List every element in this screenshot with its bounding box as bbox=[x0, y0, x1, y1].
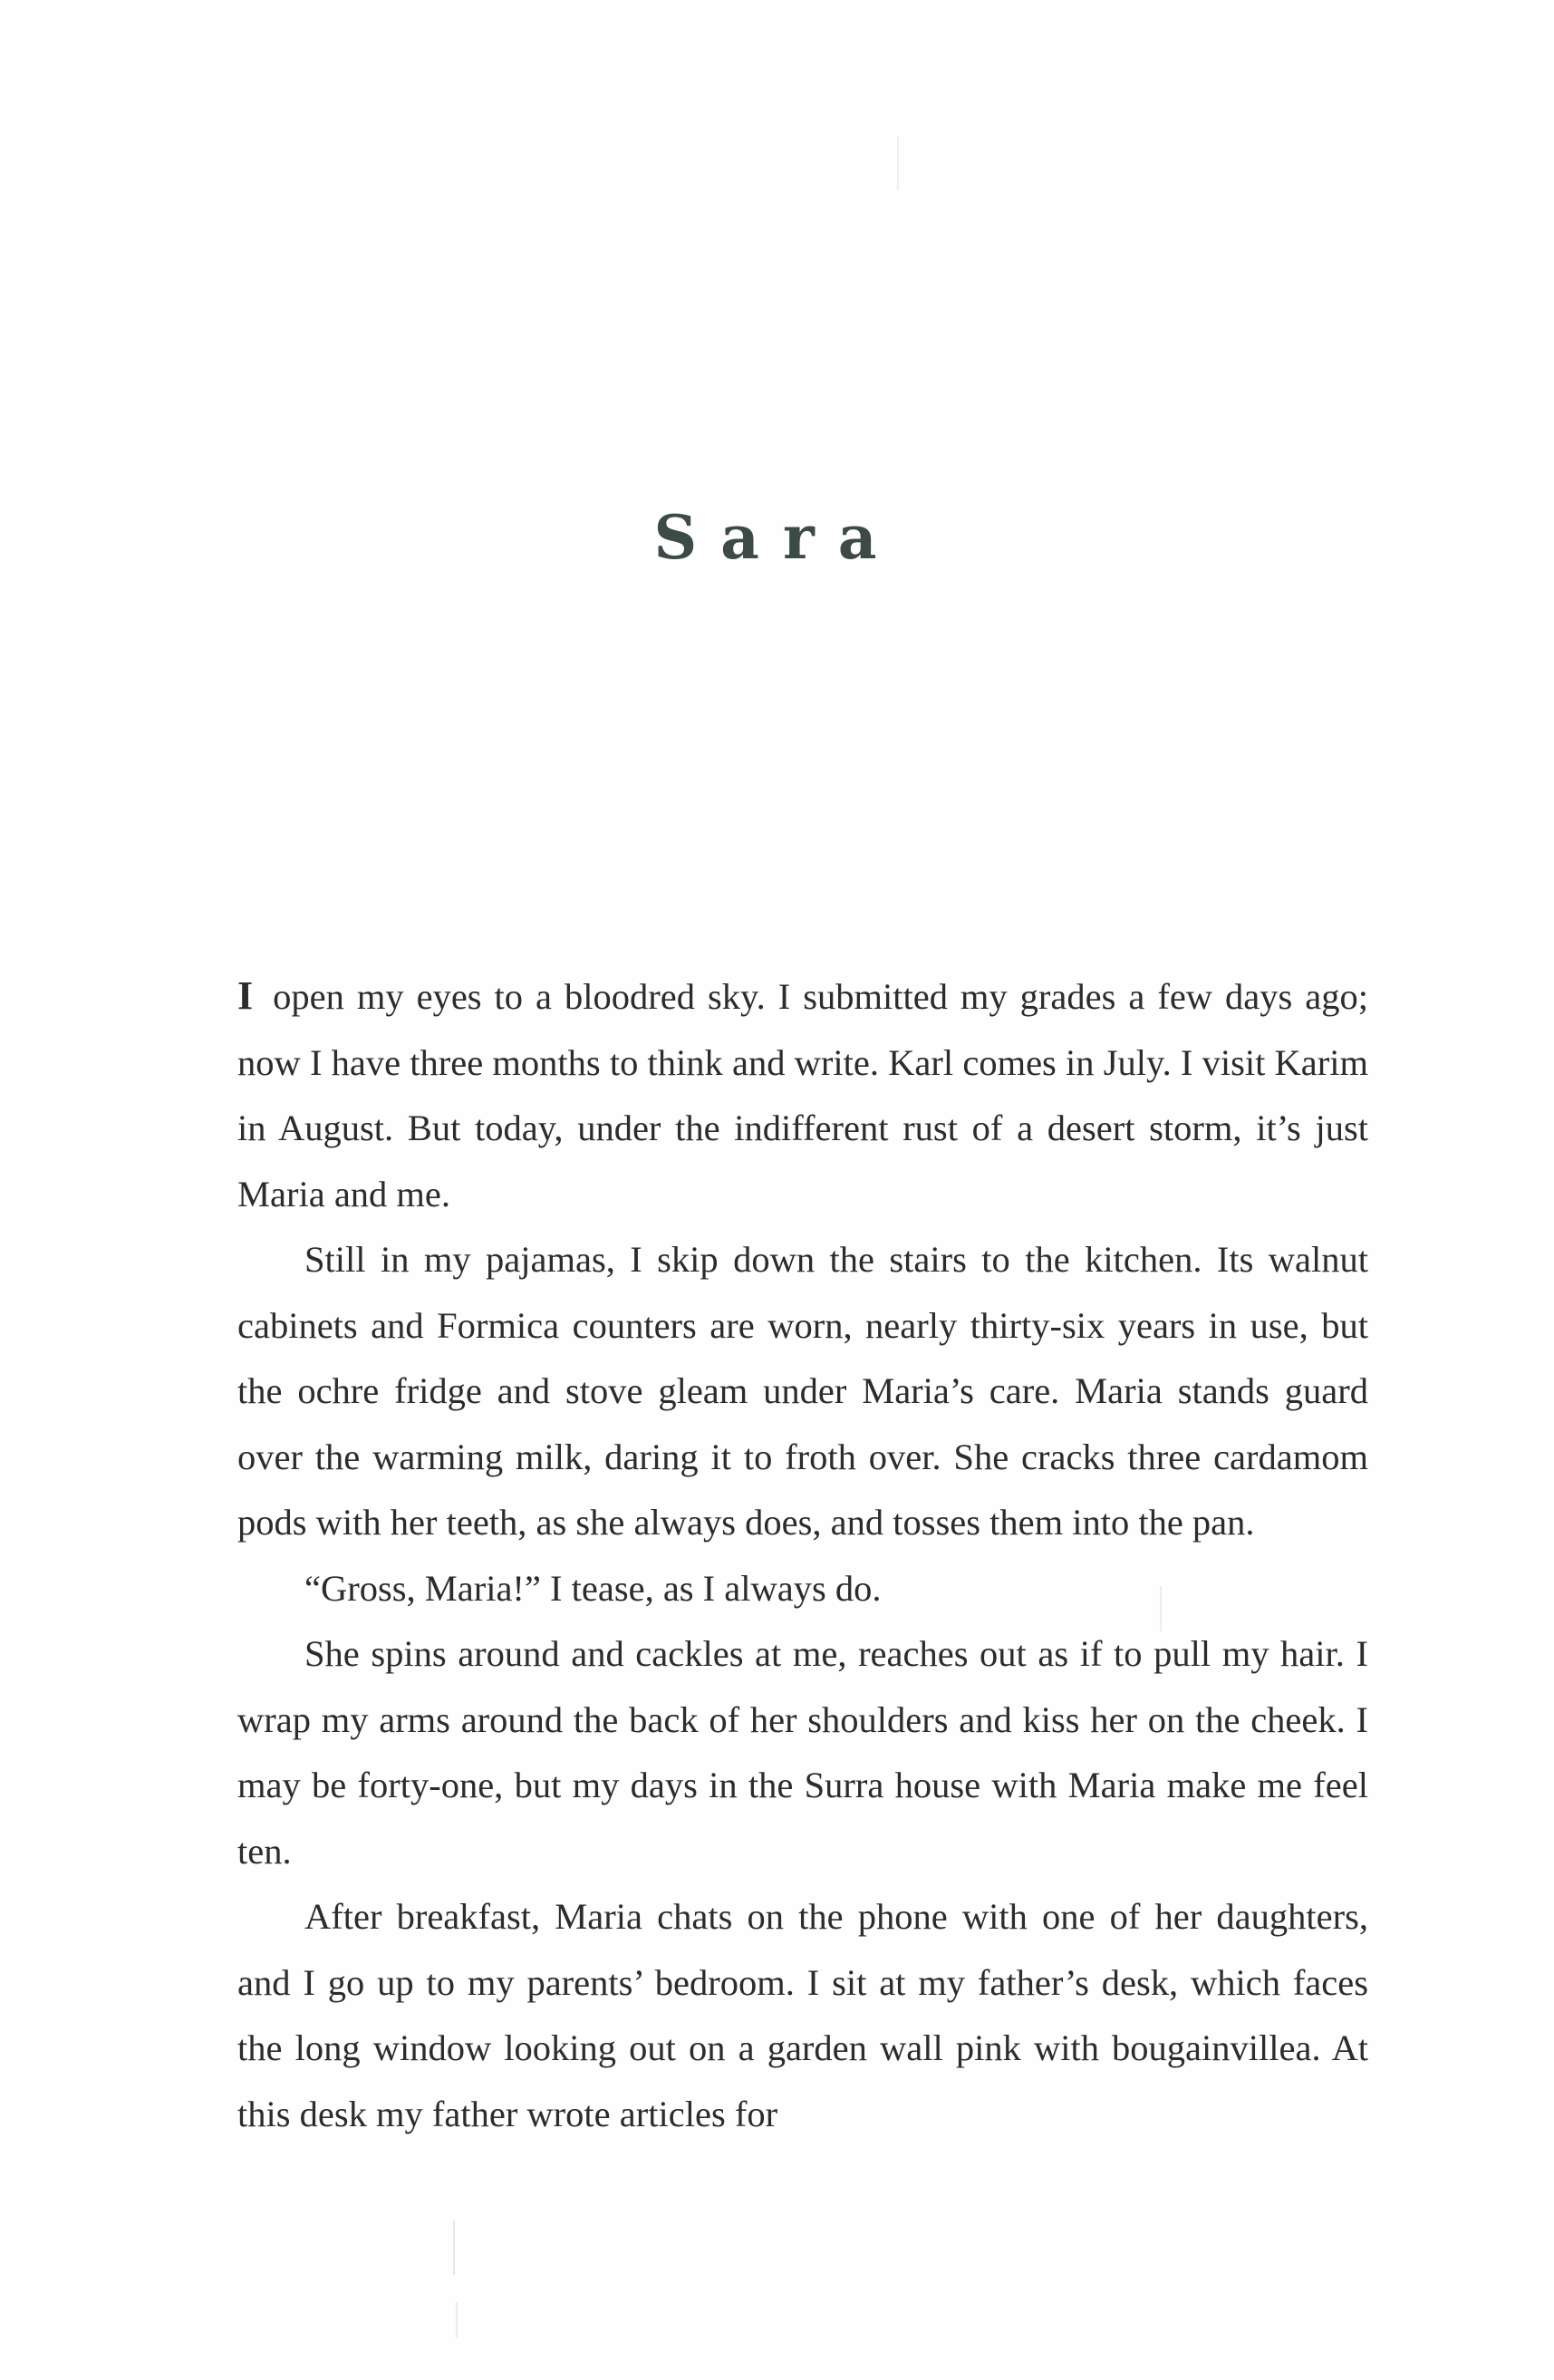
paragraph-1 bbox=[237, 963, 1368, 1227]
paragraph-2: Still in my pajamas, I skip down the stairs to the kitchen. Its walnut cabinets and Formica counters are worn, nearly thirty-six years in use, but the ochre fridge and stove gleam under Maria’s care. Maria stands guard over the warming milk, daring it to froth over. She cracks three cardamom pods with her teeth, as she always does, and tosses them into the pan. bbox=[237, 1239, 1368, 1543]
initial-letter: I bbox=[237, 973, 254, 1018]
paragraph-5: After breakfast, Maria chats on the phone with one of her daughters, and I go up to my parents’ bedroom. I sit at my father’s desk, which faces the long window looking out on a garden wall pink with bougainvillea. At this desk my father wrote articles for bbox=[237, 1896, 1368, 2134]
body-text bbox=[237, 963, 1368, 2147]
scan-speck bbox=[456, 2302, 458, 2338]
paragraph-3: “Gross, Maria!” I tease, as I always do. bbox=[304, 1567, 882, 1609]
paragraph-4: She spins around and cackles at me, reaches out as if to pull my hair. I wrap my arms around the back of her shoulders and kiss her on the cheek. I may be forty-one, but my days in the Surra house with Maria make me feel ten. bbox=[237, 1633, 1368, 1872]
scan-speck bbox=[897, 136, 899, 190]
scan-speck bbox=[453, 2220, 455, 2275]
chapter-title: Sara bbox=[653, 502, 901, 573]
paragraph-1-text: open my eyes to a bloodred sky. I submitted my grades a few days ago; now I have three months to think and write. Karl comes in July. I visit Karim in August. But today, under the indifferent rust of a desert storm, it’s just Maria and me. bbox=[237, 976, 1368, 1214]
scan-speck bbox=[1160, 1586, 1162, 1631]
